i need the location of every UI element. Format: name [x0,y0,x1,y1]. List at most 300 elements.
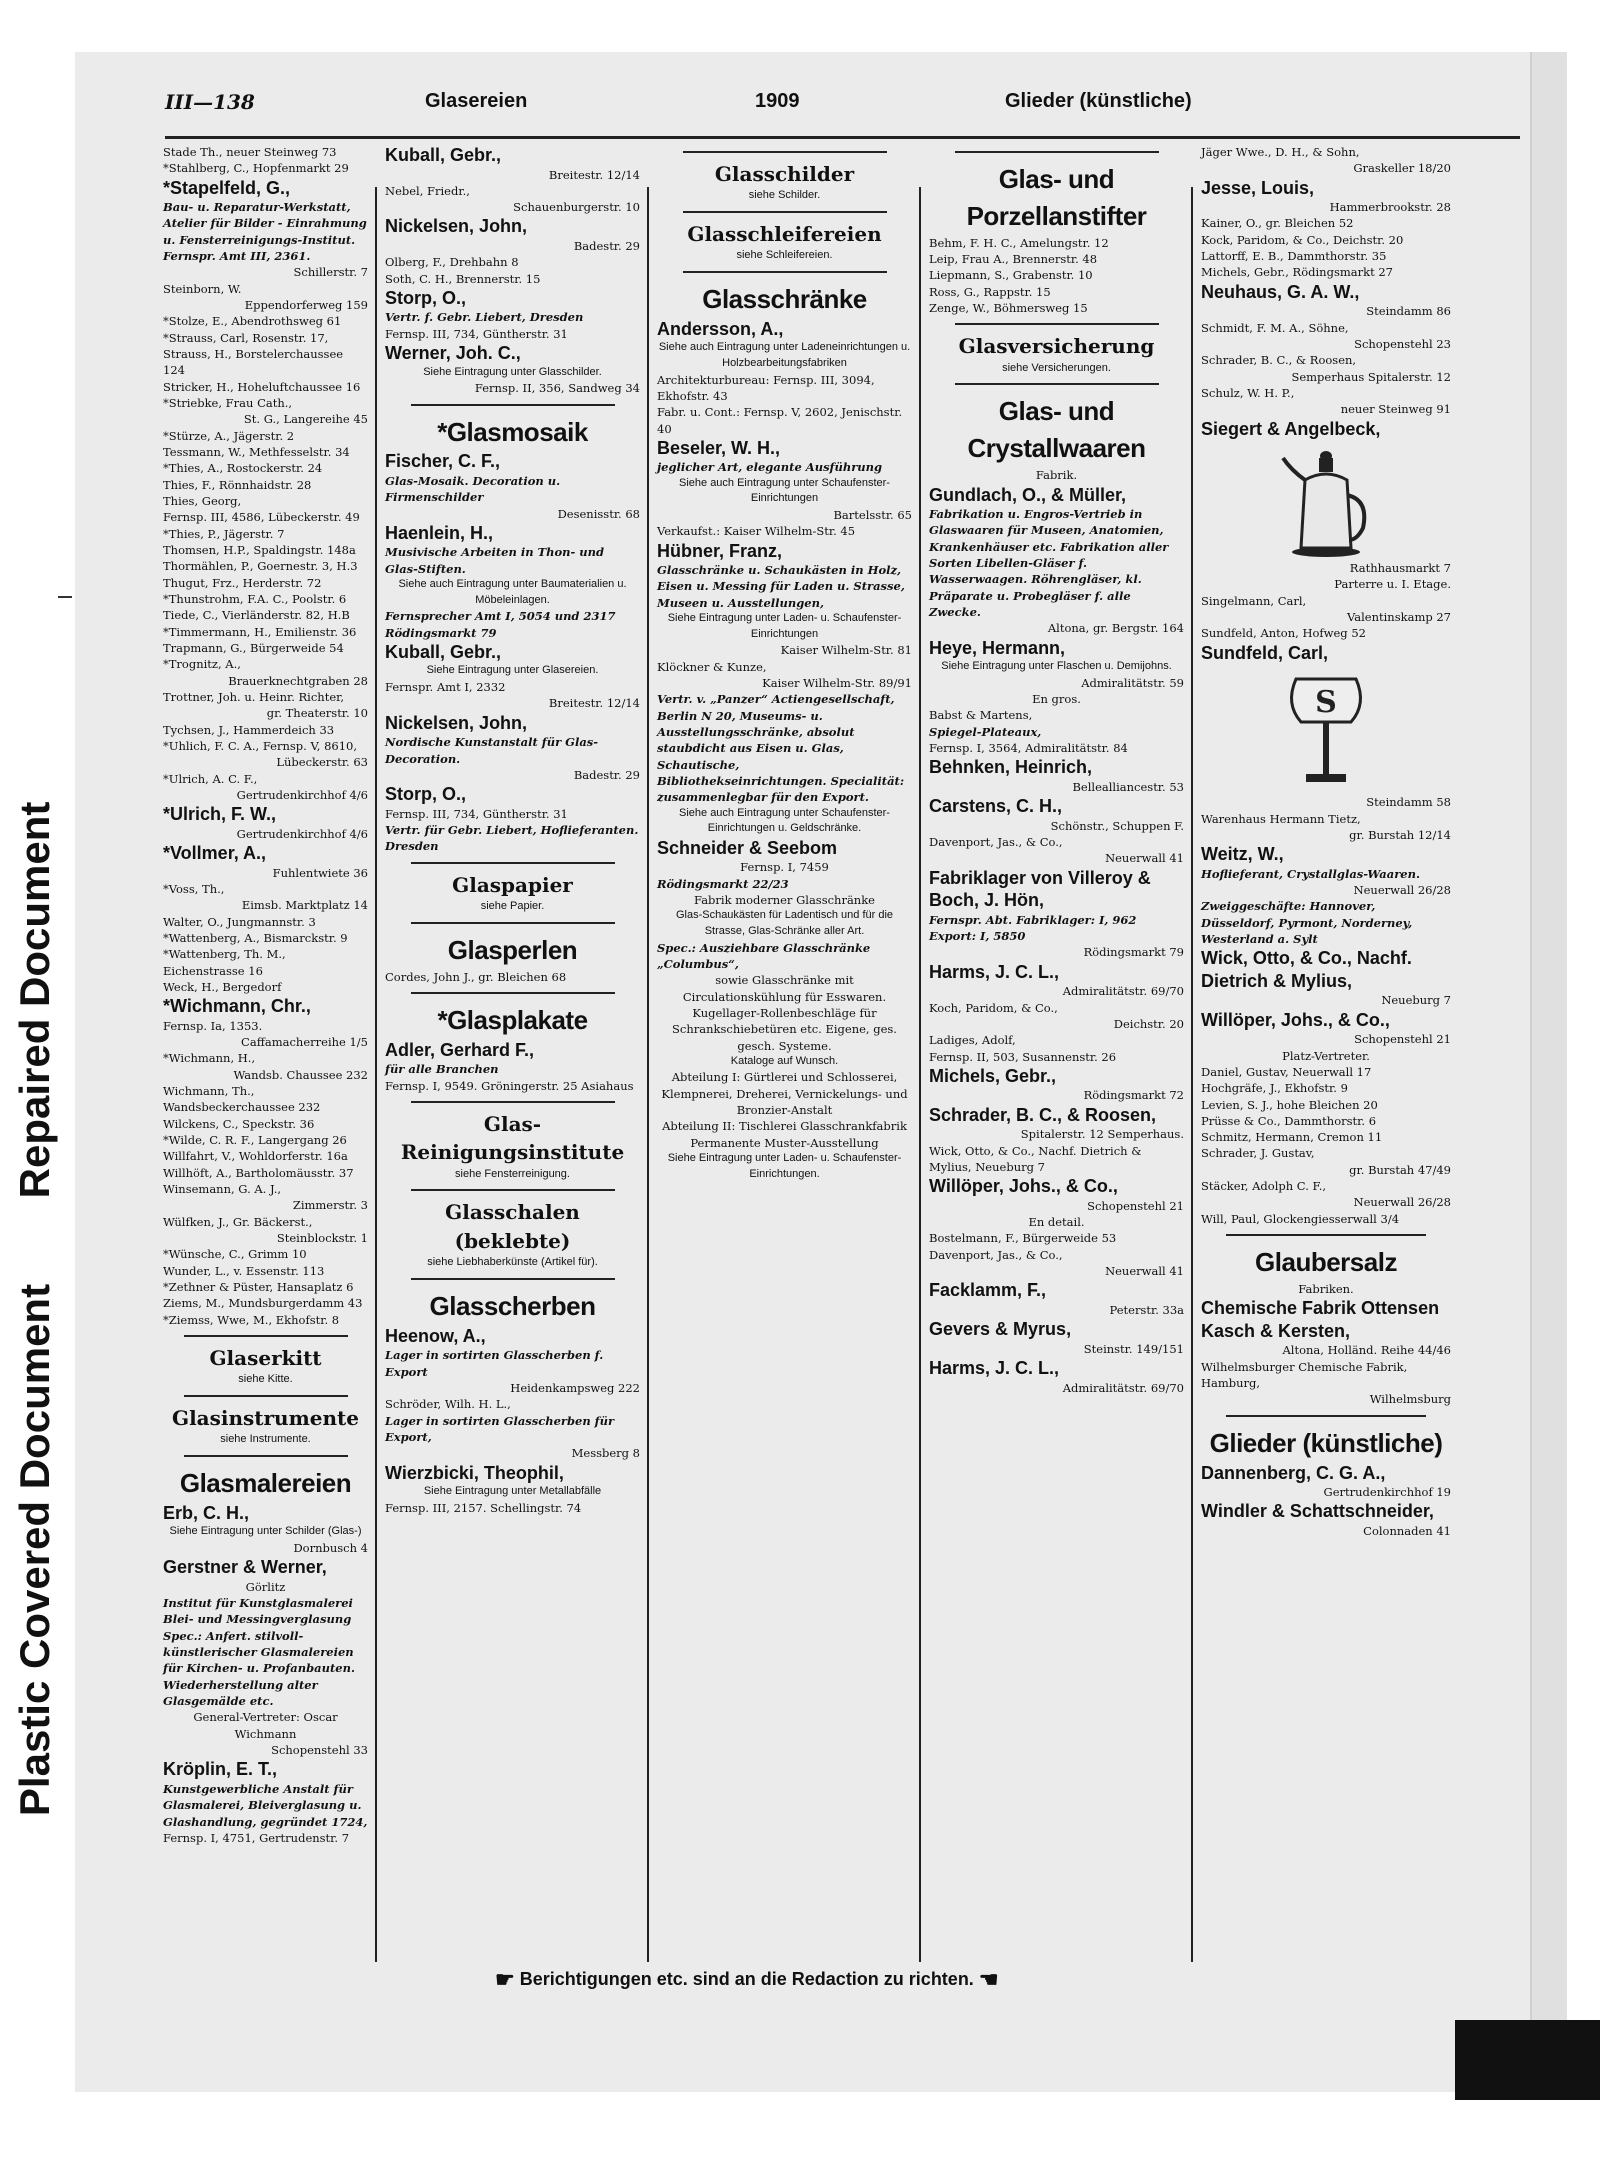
cross-reference: Siehe Eintragung unter Glasschilder. [423,365,602,378]
directory-entry: Cordes, John J., gr. Bleichen 68 [385,969,567,984]
address-line: Fernsp. II, 356, Sandweg 34 [474,381,640,396]
section-heading: Glasmalereien [179,1467,352,1498]
firm-name: Wierzbicki, Theophil, [385,1462,564,1483]
section-rule [184,1455,348,1457]
section-heading: Glasperlen [447,934,578,965]
firm-description: Hoflieferant, Crystallglas-Waaren. [1201,866,1420,881]
section-heading: Glas- und Porzellanstifter [966,164,1147,231]
directory-entry: *Wünsche, C., Grimm 10 [163,1247,307,1262]
cross-reference: Siehe Eintragung unter Laden- u. Schaufenster-Einrichtungen [667,612,902,640]
directory-entry: *Thunstrohm, F.A. C., Poolstr. 6 [163,592,347,607]
directory-entry: Olberg, F., Drehbahn 8 [385,255,519,270]
directory-entry: Schulz, W. H. P., [1201,385,1295,400]
firm-description: Glas-Mosaik. Decoration u. Firmenschilder [385,473,561,505]
directory-entry: *Wilde, C. R. F., Langergang 26 [163,1133,347,1148]
centered-note: Platz-Vertreter. [1282,1048,1370,1063]
repaired-document-label: Repaired Document [11,801,58,1199]
firm-name: *Vollmer, A., [163,843,267,864]
directory-entry: Fernsp. III, 2157. Schellingstr. 74 [385,1500,582,1515]
address-line: Gertrudenkirchhof 4/6 [236,826,368,841]
directory-entry: Schrader, J. Gustav, [1201,1146,1315,1161]
firm-name: Erb, C. H., [163,1502,250,1523]
directory-entry: *Uhlich, F. C. A., Fernsp. V, 8610, [163,738,357,753]
column-divider [375,187,377,1962]
directory-entry: Warenhaus Hermann Tietz, [1201,811,1361,826]
firm-description: Fabrikation u. Engros-Vertrieb in Glaswaaren für Museen, Anatomien, Krankenhäuser etc. Fabrikation aller Sorten Libellen-Gläser f. Wasserwaagen. Röhrengläser, kl. Präparate u. Probegläser f. alle Zwecke. [929,507,1169,620]
section-rule [683,271,887,273]
directory-entry: Wilhelmsburger Chemische Fabrik, Hamburg, [1201,1359,1408,1391]
directory-entry: Fernsp. III, 734, Güntherstr. 31 [385,326,568,341]
firm-name: Storp, O., [385,784,466,805]
address-line: Steindamm 58 [1366,795,1451,810]
firm-name: Andersson, A., [657,318,784,339]
firm-name: Hübner, Franz, [657,540,783,561]
firm-name: Facklamm, F., [929,1280,1047,1301]
directory-entry: Fernsp. III, 734, Güntherstr. 31 [385,806,568,821]
section-heading: Glasschalen (beklebte) [445,1200,580,1253]
firm-name: Weitz, W., [1201,844,1284,865]
directory-entry: *Stürze, A., Jägerstr. 2 [163,428,295,443]
column-2 [385,144,640,1516]
address-line: Eimsb. Marktplatz 14 [241,898,368,913]
firm-name: Adler, Gerhard F., [385,1039,535,1060]
firm-name: *Ulrich, F. W., [163,804,277,825]
address-line: Schönstr., Schuppen F. [1050,818,1184,833]
directory-entry: *Wattenberg, A., Bismarckstr. 9 [163,930,348,945]
address-line: Zimmerstr. 3 [292,1198,368,1213]
page-edge [1530,52,1567,2092]
directory-entry: Architekturbureau: Fernsp. III, 3094, Ekhofstr. 43 [657,372,875,403]
directory-entry: Will, Paul, Glockengiesserwall 3/4 [1201,1211,1400,1226]
firm-name: Harms, J. C. L., [929,1358,1060,1379]
firm-name: Fischer, C. F., [385,451,501,472]
cross-reference: Siehe auch Eintragung unter Ladeneinrichtungen u. Holzbearbeitungsfabriken [658,341,911,370]
directory-entry: *Thies, P., Jägerstr. 7 [163,526,285,541]
address-line: gr. Burstah 12/14 [1349,827,1451,842]
column-divider [1191,187,1193,1962]
address-line: Heidenkampsweg 222 [510,1380,640,1395]
address-line: Rathhausmarkt 7 [1349,561,1451,576]
cross-reference: Siehe Eintragung unter Schilder (Glas-) [169,1525,362,1538]
firm-description: Vertr. f. Gebr. Liebert, Dresden [385,310,584,325]
directory-entry: Wick, Otto, & Co., Nachf. Dietrich & Mylius, Neueburg 7 [929,1143,1142,1174]
section-heading: *Glasmosaik [437,416,588,447]
section-heading: Glasschränke [702,284,867,314]
scan-shadow [1455,2020,1600,2100]
directory-entry: Ziems, M., Mundsburgerdamm 43 [163,1296,363,1311]
section-rule [955,323,1159,325]
directory-entry: Thomsen, H.P., Spaldingstr. 148a [163,543,356,558]
firm-description: Kunstgewerbliche Anstalt für Glasmalerei, Bleiverglasung u. Glashandlung, gegründet 1724, [163,1781,368,1829]
firm-description: Spiegel-Plateaux, [929,724,1042,739]
directory-entry: Tychsen, J., Hammerdeich 33 [163,722,335,737]
firm-description: Rödingsmarkt 79 [385,625,497,640]
section-heading: Glasschilder [714,162,855,186]
directory-entry: Thormählen, P., Goernestr. 3, H.3 [163,559,358,574]
section-heading: *Glasplakate [437,1004,588,1035]
firm-description: Institut für Kunstglasmalerei Blei- und Messingverglasung Spec.: Anfert. stilvoll-künstlerischer Glasmalereien für Kirchen- u. Profanbauten. Wiederherstellung alter Glasgemälde etc. [163,1596,355,1709]
address-line: Rödingsmarkt 72 [1083,1088,1184,1103]
section-rule [411,404,615,406]
directory-entry: *Wattenberg, Th. M., Eichenstrasse 16 [163,947,286,978]
directory-entry: Kainer, O., gr. Bleichen 52 [1201,216,1354,231]
centered-note: General-Vertreter: Oscar Wichmann [193,1710,338,1741]
firm-description: Lager in sortirten Glasscherben f. Export [385,1348,604,1379]
directory-entry: Schrader, B. C., & Roosen, [1201,353,1357,368]
directory-entry: Wichmann, Th., Wandsbeckerchaussee 232 [163,1084,321,1115]
directory-entry: Fernsp. I, 9549. Gröningerstr. 25 Asiahaus [385,1078,634,1093]
firm-name: Beseler, W. H., [657,437,781,458]
centered-note: En gros. [1032,692,1081,707]
address-line: Breitestr. 12/14 [548,167,640,182]
directory-entry: Lattorff, E. B., Dammthorstr. 35 [1201,249,1387,264]
firm-name: Heye, Hermann, [929,637,1066,658]
address-line: Brauerknechtgraben 28 [228,673,368,688]
firm-description: Fernsprecher Amt I, 5054 und 2317 [385,609,616,624]
firm-name: Michels, Gebr., [929,1065,1057,1086]
firm-name: Sundfeld, Carl, [1201,642,1329,663]
address-line: Schopenstehl 23 [1354,336,1451,351]
address-line: Schopenstehl 21 [1087,1198,1184,1213]
firm-description: jeglicher Art, elegante Ausführung [657,460,883,475]
firm-name: Chemische Fabrik Ottensen Kasch & Kersten, [1201,1298,1440,1341]
firm-description: Zweiggeschäfte: Hannover, Düsseldorf, Pyrmont, Norderney, Westerland a. Sylt [1201,899,1413,947]
directory-entry: Willfahrt, V., Wohldorferstr. 16a [163,1149,348,1164]
column-divider [919,187,921,1962]
centered-note: Fabrik moderner Glasschränke [694,893,875,907]
directory-entry: Soth, C. H., Brennerstr. 15 [385,271,541,286]
directory-entry: Liepmann, S., Grabenstr. 10 [929,268,1093,283]
directory-entry: Schmidt, F. M. A., Söhne, [1201,320,1349,335]
firm-name: Neuhaus, G. A. W., [1201,281,1360,302]
address-line: Neuerwall 41 [1105,1264,1184,1279]
cross-reference: siehe Schilder. [748,189,821,202]
address-line: gr. Burstah 47/49 [1349,1162,1451,1177]
plastic-covered-label: Plastic Covered Document [11,1283,58,1817]
address-line: Admiralitätstr. 69/70 [1062,1380,1184,1395]
section-heading: Glasscherben [429,1290,596,1321]
firm-name: Willöper, Johs., & Co., [929,1176,1118,1197]
firm-description: Spec.: Ausziehbare Glasschränke „Columbus“, [657,940,871,971]
address-line: Breitestr. 12/14 [548,696,640,711]
address-line: Wandsb. Chaussee 232 [233,1067,368,1082]
column-1 [163,144,368,1846]
directory-entry: Fernspr. Amt I, 2332 [385,680,506,695]
firm-description: Vertr. v. „Panzer“ Actiengesellschaft, Berlin N 20, Museums- u. Ausstellungsschränke, absolut staubdicht aus Eisen u. Glas, Schautische, Bibliothekseinrichtungen. Specialität: zusammenlegbar für den Export. [657,692,905,805]
section-rule [411,1189,615,1191]
section-rule [683,151,887,153]
directory-entry: Stricker, H., Hoheluftchaussee 16 [163,379,361,394]
cross-reference: Siehe Eintragung unter Glasereien. [426,664,599,677]
page-number: III—138 [165,90,255,114]
section-rule [955,151,1159,153]
firm-name: Kuball, Gebr., [385,145,502,165]
firm-name: Schrader, B. C., & Roosen, [929,1104,1157,1125]
firm-name: Windler & Schattschneider, [1201,1501,1434,1522]
firm-name: Kuball, Gebr., [385,641,502,662]
cross-reference: siehe Kitte. [238,1373,293,1386]
directory-entry: Schröder, Wilh. H. L., [385,1397,511,1412]
address-line: Schillerstr. 7 [293,265,368,280]
address-line: Badestr. 29 [573,238,640,253]
address-line: Parterre u. I. Etage. [1334,577,1451,592]
cross-reference: Glas-Schaukästen für Ladentisch und für die Strasse, Glas-Schränke aller Art. [675,909,894,937]
page-header [75,90,1530,130]
directory-entry: *Trognitz, A., [163,657,241,672]
column-divider [647,187,649,1962]
directory-entry: Ladiges, Adolf, [929,1033,1016,1048]
directory-entry: Ross, G., Rappstr. 15 [929,284,1051,299]
address-line: gr. Theaterstr. 10 [266,706,368,721]
firm-description: Fernspr. Amt III, 2361. [163,249,311,264]
directory-entry: Thugut, Frz., Herderstr. 72 [163,575,322,590]
section-rule [411,992,615,994]
address-line: Wilhelmsburg [1369,1392,1451,1407]
address-line: Graskeller 18/20 [1353,161,1451,176]
directory-entry: Trottner, Joh. u. Heinr. Richter, [163,690,345,704]
directory-entry: Davenport, Jas., & Co., [929,835,1063,850]
cross-reference: siehe Papier. [480,900,545,913]
firm-name: Schneider & Seebom [657,837,838,858]
firm-name: Behnken, Heinrich, [929,757,1093,778]
cross-reference: Kataloge auf Wunsch. [730,1054,839,1067]
cross-reference: siehe Schleifereien. [736,249,833,262]
firm-name: Siegert & Angelbeck, [1201,418,1381,439]
address-line: Admiralitätstr. 69/70 [1062,984,1184,999]
directory-entry: *Timmermann, H., Emilienstr. 36 [163,624,357,639]
centered-note: Fabrik. [1035,468,1078,483]
directory-entry: Stade Th., neuer Steinweg 73 [163,145,337,159]
address-line: Schauenburgerstr. 10 [513,200,640,215]
section-rule [411,1101,615,1103]
firm-name: Werner, Joh. C., [385,343,521,364]
firm-description: Musivische Arbeiten in Thon- und Glas-Stiften. [385,545,605,576]
address-line: Desenisstr. 68 [557,506,640,521]
directory-entry: *Thies, A., Rostockerstr. 24 [163,461,323,476]
directory-entry: Kock, Paridom, & Co., Deichstr. 20 [1201,232,1404,247]
column-4 [929,144,1184,1396]
directory-entry: Weck, H., Bergedorf [163,979,282,994]
pointing-hand-right-icon: ☚ [978,1967,999,1992]
address-line: Kaiser Wilhelm-Str. 81 [780,643,912,658]
centered-note: Abteilung II: Tischlerei Glasschrankfabrik [662,1119,907,1134]
section-heading: Glaubersalz [1255,1247,1397,1278]
directory-entry: Thies, Georg, [163,494,242,509]
firm-name: Harms, J. C. L., [929,961,1060,982]
firm-description: Nordische Kunstanstalt für Glas-Decoration. [385,735,599,766]
next-section-title: Glieder (künstliche) [1005,90,1192,112]
section-rule [411,862,615,864]
section-heading: Glaspapier [452,872,573,897]
address-line: Neuerwall 26/28 [1353,1195,1451,1210]
section-rule [184,1335,348,1337]
directory-entry: Davenport, Jas., & Co., [929,1247,1063,1262]
address-line: Deichstr. 20 [1113,1016,1184,1031]
section-rule [683,211,887,213]
footer-text: Berichtigungen etc. sind an die Redaction zu richten. [519,1968,974,1989]
directory-entry: Hochgräfe, J., Ekhofstr. 9 [1201,1081,1348,1096]
address-line: Messberg 8 [571,1446,640,1461]
directory-entry: Levien, S. J., hohe Bleichen 20 [1201,1097,1378,1112]
address-line: St. G., Langereihe 45 [243,412,368,427]
firm-name: Nickelsen, John, [385,712,528,733]
address-line: Valentinskamp 27 [1347,610,1451,625]
centered-note: sowie Glasschränke mit Circulationskühlung für Esswaren. Kugellager-Rollenbeschläge für Schrankschiebetüren etc. Eigene, ges. gesch. Systeme. [672,973,897,1053]
directory-entry: Walter, O., Jungmannstr. 3 [163,914,316,929]
firm-name: Heenow, A., [385,1325,486,1346]
footer-note [495,1967,999,1993]
cross-reference: Siehe Eintragung unter Flaschen u. Demijohns. [941,660,1172,673]
address-line: Peterstr. 33a [1109,1302,1184,1317]
section-rule [1226,1234,1426,1236]
section-title: Glasereien [425,90,528,112]
centered-note: Permanente Muster-Ausstellung [690,1135,879,1150]
firm-description: Glasschränke u. Schaukästen in Holz, Eisen u. Messing für Laden u. Strasse, Museen u. Ausstellungen, [657,563,905,610]
directory-entry: Zenge, W., Böhmersweg 15 [929,301,1088,316]
address-line: Lübeckerstr. 63 [276,755,368,770]
directory-entry: Fernsp. III, 4586, Lübeckerstr. 49 [163,510,360,525]
column-5 [1201,144,1451,1539]
section-rule [184,1395,348,1397]
address-line: Eppendorferweg 159 [244,298,368,313]
firm-name: Gerstner & Werner, [163,1557,327,1578]
directory-entry: *Strauss, Carl, Rosenstr. 17, [163,330,329,345]
directory-entry: Fernsp. I, 3564, Admiralitätstr. 84 [929,741,1128,756]
section-heading: Glas- und Crystallwaaren [967,396,1146,464]
directory-entry: *Voss, Th., [163,881,225,896]
address-line: Altona, Holländ. Reihe 44/46 [1282,1343,1451,1358]
directory-entry: *Ulrich, A. C. F., [163,771,258,786]
lamp-illustration [1201,664,1451,794]
directory-entry: Michels, Gebr., Rödingsmarkt 27 [1201,265,1393,280]
firm-name: Nickelsen, John, [385,216,528,237]
directory-entry: Wilckens, C., Speckstr. 36 [163,1116,315,1131]
firm-description: Bau- u. Reparatur-Werkstatt, Atelier für Bilder - Einrahmung u. Fensterreinigungs-Institut. [163,200,367,247]
directory-entry: Fernsp. Ia, 1353. [163,1018,263,1033]
directory-entry: Fernsp. I, 4751, Gertrudenstr. 7 [163,1830,350,1845]
firm-name: Willöper, Johs., & Co., [1201,1009,1390,1030]
section-heading: Glasinstrumente [171,1405,359,1430]
address-line: Badestr. 29 [573,767,640,782]
directory-entry: Fernsp. II, 503, Susannenstr. 26 [929,1049,1117,1064]
address-line: Rödingsmarkt 79 [1083,945,1184,960]
directory-entry: Prüsse & Co., Dammthorstr. 6 [1201,1113,1377,1128]
directory-entry: Leip, Frau A., Brennerstr. 48 [929,252,1098,267]
address-line: Neueburg 7 [1381,993,1451,1008]
directory-entry: Wülfken, J., Gr. Bäckerst., [163,1214,313,1229]
address-line: neuer Steinweg 91 [1340,402,1451,417]
address-line: Steindamm 86 [1366,304,1451,319]
directory-entry: Daniel, Gustav, Neuerwall 17 [1201,1064,1372,1079]
firm-description: Lager in sortirten Glasscherben für Export, [385,1413,615,1444]
cross-reference: siehe Liebhaberkünste (Artikel für). [427,1256,598,1269]
directory-entry: Sundfeld, Anton, Hofweg 52 [1201,626,1366,641]
firm-description: Fernspr. Abt. Fabriklager: I, 962 Export: I, 5850 [929,912,1137,944]
centered-note: Abteilung I: Gürtlerei und Schlosserei, Klempnerei, Dreherei, Vernickelungs- und Bronzier-Anstalt [661,1070,908,1118]
directory-entry: Nebel, Friedr., [385,183,470,198]
section-heading: Glasversicherung [958,334,1155,359]
scan-sidebar [0,0,70,2177]
firm-name: Kröplin, E. T., [163,1759,278,1780]
cross-reference: siehe Instrumente. [220,1433,311,1446]
directory-entry: Tessmann, W., Methfesselstr. 34 [163,445,350,460]
cross-reference: siehe Fensterreinigung. [455,1167,570,1180]
directory-entry: Thies, F., Rönnhaidstr. 28 [163,477,312,492]
section-rule [411,922,615,924]
address-line: Hammerbrookstr. 28 [1329,200,1451,215]
margin-tick [58,596,72,598]
section-heading: Glaserkitt [209,1345,322,1370]
firm-description: für alle Branchen [385,1062,499,1077]
firm-name: Jesse, Louis, [1201,177,1315,198]
cross-reference: Siehe auch Eintragung unter Schaufenster-Einrichtungen u. Geldschränke. [679,806,890,835]
directory-entry: *Striebke, Frau Cath., [163,396,293,411]
directory-entry: Jäger Wwe., D. H., & Sohn, [1201,145,1360,159]
year-title: 1909 [755,90,800,112]
directory-entry: *Stahlberg, C., Hopfenmarkt 29 [163,161,349,176]
directory-entry: *Wichmann, H., [163,1051,256,1066]
lamp-logo-icon [1281,664,1371,794]
address-line: Neuerwall 41 [1105,851,1184,866]
address-line: Bellealliancestr. 53 [1072,779,1184,794]
directory-entry: Wunder, L., v. Essenstr. 113 [163,1263,325,1278]
address-line: Bartelsstr. 65 [833,507,912,522]
firm-name: Wick, Otto, & Co., Nachf. Dietrich & Mylius, [1201,948,1412,991]
section-heading: Glasschleifereien [687,222,882,246]
cross-reference: siehe Versicherungen. [1002,361,1111,374]
cross-reference: Siehe Eintragung unter Laden- u. Schaufenster-Einrichtungen. [667,1152,902,1180]
directory-entry: Babst & Martens, [929,708,1033,723]
firm-name: Fabriklager von Villeroy & Boch, J. Hön, [929,867,1151,911]
firm-name: Storp, O., [385,287,466,308]
directory-entry: Steinborn, W. [163,281,242,296]
directory-entry: Bostelmann, F., Bürgerweide 53 [929,1231,1117,1246]
section-heading: Glas-Reinigungsinstitute [400,1112,625,1165]
svg-text:S: S [1315,685,1337,721]
firm-name: Haenlein, H., [385,522,494,543]
directory-entry: Trapmann, G., Bürgerweide 54 [163,641,344,656]
address-line: Steinblockstr. 1 [276,1231,368,1246]
coffee-pot-icon [1271,440,1381,560]
section-heading: Glieder (künstliche) [1209,1427,1443,1458]
directory-page [75,52,1565,2092]
address-line: Semperhaus Spitalerstr. 12 [1291,369,1451,384]
address-line: Admiralitätstr. 59 [1081,675,1184,690]
directory-entry: *Stolze, E., Abendrothsweg 61 [163,314,342,329]
header-rule [165,136,1520,139]
firm-description: Vertr. für Gebr. Liebert, Hoflieferanten. Dresden [385,823,639,854]
address-line: Dornbusch 4 [293,1541,368,1555]
directory-entry: Verkaufst.: Kaiser Wilhelm-Str. 45 [657,524,856,539]
directory-entry: *Ziemss, Wwe, M., Ekhofstr. 8 [163,1312,340,1327]
directory-entry: Koch, Paridom, & Co., [929,1000,1058,1015]
pointing-hand-left-icon: ☛ [495,1967,515,1992]
directory-entry: Strauss, H., Borstelerchaussee 124 [163,347,344,378]
centered-note: En detail. [1028,1215,1085,1230]
address-line: Schopenstehl 33 [271,1743,368,1758]
directory-entry: Fabr. u. Cont.: Fernsp. V, 2602, Jenischstr. 40 [657,405,903,436]
firm-name: Carstens, C. H., [929,796,1063,817]
directory-entry: Tiede, C., Vierländerstr. 82, H.B [163,608,350,623]
directory-entry: Klöckner & Kunze, [657,659,767,674]
directory-entry: Behm, F. H. C., Amelungstr. 12 [929,235,1109,250]
address-line: Fuhlentwiete 36 [272,865,368,880]
address-line: Kaiser Wilhelm-Str. 89/91 [762,676,912,690]
cross-reference: Siehe Eintragung unter Metallabfälle [423,1485,602,1497]
section-rule [411,1278,615,1280]
cross-reference: Siehe auch Eintragung unter Baumaterialien u. Möbeleinlagen. [398,578,627,606]
firm-name: *Wichmann, Chr., [163,996,311,1017]
